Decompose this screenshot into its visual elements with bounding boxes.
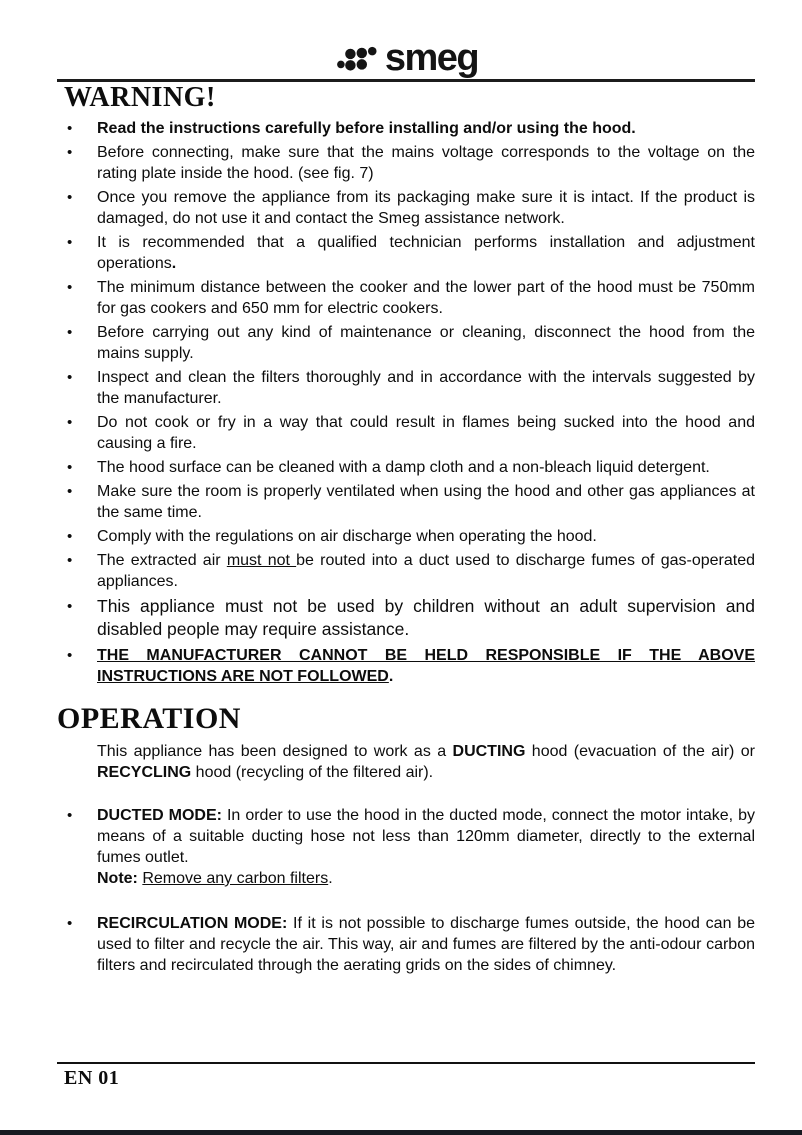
bullet-paragraph: [97, 526, 755, 547]
warning-list: [57, 118, 755, 687]
bullet-paragraph: [97, 645, 755, 687]
text-run: be routed into a duct used to discharge fumes of gas-operated appliances.: [97, 552, 756, 590]
text-run: THE MANUFACTURER CANNOT BE HELD RESPONSIBLE IF THE ABOVE INSTRUCTIONS ARE NOT FOLLOWED: [97, 647, 755, 685]
footer: [57, 1062, 755, 1090]
text-run: This appliance must not be used by children without an adult supervision and disabled people may require assistance.: [97, 596, 755, 639]
list-item: [57, 481, 755, 523]
bullet-paragraph: [97, 550, 755, 592]
list-item: [57, 526, 755, 547]
smeg-dots-icon: [334, 34, 382, 77]
text-run: DUCTING: [452, 743, 526, 760]
list-item: [57, 232, 755, 274]
bullet-paragraph: [97, 322, 755, 364]
list-item: [57, 913, 755, 976]
list-item: [57, 118, 755, 139]
text-run: RECIRCULATION MODE:: [97, 915, 294, 932]
text-run: DUCTED MODE:: [97, 807, 227, 824]
text-run: .: [388, 668, 394, 685]
text-run: The extracted air: [97, 552, 227, 569]
text-run: .: [171, 255, 177, 272]
bullet-paragraph: [97, 232, 755, 274]
bullet-paragraph: [97, 277, 755, 319]
text-run: hood (recycling of the filtered air).: [191, 764, 434, 781]
text-run: Comply with the regulations on air discharge when operating the hood.: [97, 528, 597, 545]
list-item: [57, 457, 755, 478]
text-run: It is recommended that a qualified technician performs installation and adjustment operations: [97, 234, 755, 272]
text-run: Read the instructions carefully before installing and/or using the hood.: [97, 120, 636, 137]
text-run: Before carrying out any kind of maintenance or cleaning, disconnect the hood from the mains supply.: [97, 324, 755, 362]
bullet-paragraph: [97, 187, 755, 229]
list-item: [57, 142, 755, 184]
bullet-paragraph: [97, 481, 755, 523]
warning-heading: WARNING!: [64, 82, 216, 113]
text-run: RECYCLING: [97, 764, 192, 781]
text-run: Before connecting, make sure that the mains voltage corresponds to the voltage on the rating plate inside the hood. (see fig. 7): [97, 144, 755, 182]
text-run: hood (evacuation of the air) or: [525, 743, 755, 760]
operation-list: [57, 805, 755, 976]
list-item: [57, 645, 755, 687]
list-item: [57, 805, 755, 889]
text-run: .: [328, 870, 333, 887]
bullet-paragraph: [97, 412, 755, 454]
bullet-paragraph: [97, 367, 755, 409]
list-item: [57, 550, 755, 592]
bullet-paragraph: [97, 913, 755, 976]
text-run: This appliance has been designed to work as a: [97, 743, 453, 760]
list-item: [57, 367, 755, 409]
list-item: [57, 322, 755, 364]
text-run: Inspect and clean the filters thoroughly and in accordance with the intervals suggested by the manufacturer.: [97, 369, 755, 407]
operation-heading: OPERATION: [57, 702, 241, 735]
bottom-edge-bar: [0, 1130, 802, 1135]
list-item: [57, 187, 755, 229]
text-run: In order to use the hood in the ducted mode, connect the motor intake, by means of a suitable ducting hose not less than 120mm diameter, directly to the external fumes outlet.: [97, 807, 755, 866]
bullet-paragraph: [97, 118, 755, 139]
bullet-paragraph: [97, 868, 755, 889]
bullet-paragraph: [97, 595, 755, 641]
logo-wordmark: smeg: [384, 37, 479, 79]
text-run: Note:: [97, 870, 138, 887]
bullet-paragraph: [97, 805, 755, 868]
text-run: Make sure the room is properly ventilated when using the hood and other gas appliances at the same time.: [97, 483, 755, 521]
text-run: Once you remove the appliance from its packaging make sure it is intact. If the product is damaged, do not use it and contact the Smeg assistance network.: [97, 189, 755, 227]
bullet-paragraph: [97, 457, 755, 478]
list-item: [57, 412, 755, 454]
text-run: If it is not possible to discharge fumes outside, the hood can be used to filter and recycle the air. This way, air and fumes are filtered by the anti-odour carbon filters and recirculated through the aerating grids on the sides of chimney.: [97, 915, 755, 974]
page-number-label: EN 01: [64, 1067, 120, 1089]
list-item: [57, 595, 755, 641]
smeg-logo: [334, 34, 478, 77]
logo-row: [57, 0, 755, 78]
text-run: must not: [226, 552, 297, 569]
text-run: Do not cook or fry in a way that could result in flames being sucked into the hood and causing a fire.: [97, 414, 755, 452]
operation-intro: [97, 741, 755, 783]
bullet-paragraph: [97, 142, 755, 184]
page-content: [57, 0, 755, 979]
text-run: The hood surface can be cleaned with a damp cloth and a non-bleach liquid detergent.: [97, 459, 710, 476]
spacer: [57, 783, 755, 805]
text-run: The minimum distance between the cooker and the lower part of the hood must be 750mm for gas cookers and 650 mm for electric cookers.: [97, 279, 755, 317]
text-run: Remove any carbon filters: [142, 870, 329, 887]
list-item: [57, 277, 755, 319]
